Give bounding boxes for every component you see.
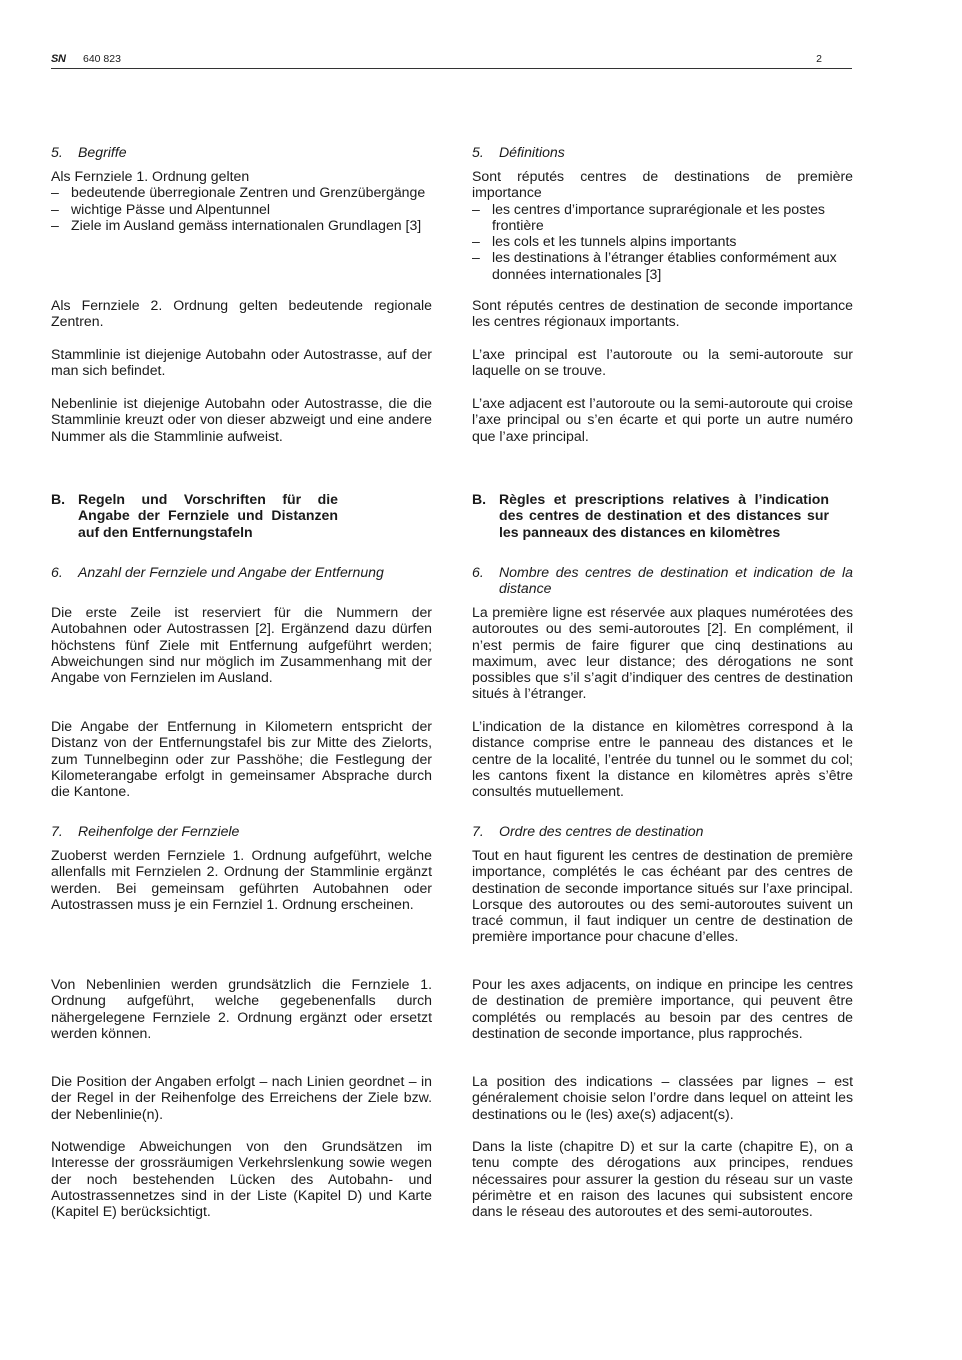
section-6-heading: 6. Anzahl der Fernziele und Angabe der Entfernung	[51, 564, 384, 580]
section-6-paragraph-2: L’indication de la distance en kilomètres correspond à la distance comprise entre le panneau des distances et le centre de la localité, l’entrée du tunnel ou le sommet du col; les cantons fixent la distance en kilomètres après s’être consultés mutuellement.	[472, 718, 853, 800]
list-item: – Ziele im Ausland gemäss internationalen Grundlagen [3]	[51, 217, 432, 233]
nebenlinie-paragraph: L’axe adjacent est l’autoroute ou la semi-autoroute qui croise l’axe principal ou s’en écarte et qui porte un autre numéro que l’axe principal.	[472, 395, 853, 444]
page-header	[51, 50, 852, 69]
section-b-title: Regeln und Vorschriften für die Angabe der Fernziele und Distanzen auf den Entfernungstafeln	[78, 491, 338, 540]
section-5-heading: 5. Définitions	[472, 144, 565, 160]
stammlinie-paragraph: Stammlinie ist diejenige Autobahn oder Autostrasse, auf der man sich befindet.	[51, 346, 432, 379]
section-5-title: Définitions	[499, 144, 565, 160]
section-b-title: Règles et prescriptions relatives à l’indication des centres de destination et des distances sur les panneaux des distances en kilomètres	[499, 491, 829, 540]
section-b-heading: B. Regeln und Vorschriften für die Angabe der Fernziele und Distanzen auf den Entfernungstafeln	[51, 491, 338, 540]
nebenlinie-paragraph: Nebenlinie ist diejenige Autobahn oder Autostrasse, die die Stammlinie kreuzt oder von dieser abzweigt und eine andere Nummer als die Stammlinie aufweist.	[51, 395, 432, 444]
section-6-paragraph-2: Die Angabe der Entfernung in Kilometern entspricht der Distanz von der Entfernungstafel bis zur Mitte des Zielorts, zum Tunnelbeginn oder zur Passhöhe; die Festlegung der Kilometerangabe erfolgt in gemeinsamer Absprache durch die Kantone.	[51, 718, 432, 800]
fernziele-2-paragraph: Sont réputés centres de destination de seconde importance les centres régionaux importants.	[472, 297, 853, 330]
section-6-heading: 6. Nombre des centres de destination et indication de la distance	[472, 564, 853, 597]
section-5-title: Begriffe	[78, 144, 127, 160]
section-b-heading: B. Règles et prescriptions relatives à l’indication des centres de destination et des distances sur les panneaux des distances en kilomètres	[472, 491, 829, 540]
section-7-heading: 7. Ordre des centres de destination	[472, 823, 704, 839]
section-7-paragraph-1: Tout en haut figurent les centres de destination de première importance, complétés le cas échéant par des centres de destination de seconde importance situés sur l’axe principal. Lorsque des autoroutes ou des semi-autoroutes suivent un tracé commun, il faut indiquer un centre de destination de première importance pour chacune d’elles.	[472, 847, 853, 945]
list-item: – les destinations à l’étranger établies conformément aux données internationales [3]	[472, 249, 853, 282]
fernziele-1-block	[51, 168, 432, 233]
section-6-paragraph-1: Die erste Zeile ist reserviert für die Nummern der Autobahnen oder Autostrassen [2]. Ergänzend dazu dürfen höchstens fünf Ziele mit Entfernung aufgeführt werden; Abweichungen sind nur möglich im Zusammenhang mit der Angabe von Fernzielen im Ausland.	[51, 604, 432, 686]
stammlinie-paragraph: L’axe principal est l’autoroute ou la semi-autoroute sur laquelle on se trouve.	[472, 346, 853, 379]
fernziele-1-intro: Als Fernziele 1. Ordnung gelten	[51, 168, 250, 184]
list-item: – les cols et les tunnels alpins importants	[472, 233, 853, 249]
list-item: – wichtige Pässe und Alpentunnel	[51, 201, 432, 217]
section-7-heading: 7. Reihenfolge der Fernziele	[51, 823, 240, 839]
sn-logo: SN	[51, 53, 66, 65]
section-7-title: Reihenfolge der Fernziele	[78, 823, 240, 839]
section-7-paragraph-4: Notwendige Abweichungen von den Grundsätzen im Interesse der grossräumigen Verkehrslenkung sowie wegen der noch bestehenden Lücken des Autobahn- und Autostrassennetzes sind in der Liste (Kapitel D) und Karte (Kapitel E) berücksichtigt.	[51, 1138, 432, 1220]
section-6-title: Nombre des centres de destination et indication de la distance	[499, 564, 853, 597]
section-5-heading: 5. Begriffe	[51, 144, 127, 160]
fernziele-1-list	[472, 201, 853, 282]
section-7-paragraph-4: Dans la liste (chapitre D) et sur la carte (chapitre E), on a tenu compte des dérogations aux principes, rendues nécessaires pour assurer la gestion du réseau sur un vaste périmètre et en raison des lacunes qui subsistent encore dans le réseau des autoroutes et des semi-autoroutes.	[472, 1138, 853, 1220]
fernziele-1-intro: Sont réputés centres de destinations de première importance	[472, 168, 853, 201]
section-7-paragraph-3: Die Position der Angaben erfolgt – nach Linien geordnet – in der Regel in der Reihenfolge des Erreichens der Ziele bzw. der Nebenlinie(n).	[51, 1073, 432, 1122]
fernziele-1-block	[472, 168, 853, 282]
section-7-paragraph-2: Pour les axes adjacents, on indique en principe les centres de destination de première importance, qui peuvent être complétés ou remplacés au besoin par des centres de destination de seconde importance, plus rapprochés.	[472, 976, 853, 1041]
section-7-paragraph-2: Von Nebenlinien werden grundsätzlich die Fernziele 1. Ordnung aufgeführt, welche gegebenenfalls durch nähergelegene Fernziele 2. Ordnung ergänzt oder ersetzt werden können.	[51, 976, 432, 1041]
list-item: – les centres d’importance suprarégionale et les postes frontière	[472, 201, 853, 234]
section-6-paragraph-1: La première ligne est réservée aux plaques numérotées des autoroutes ou des semi-autoroutes [2]. En complément, il n’est permis de faire figurer que cinq destinations au maximum, avec leur distance; des dérogations ne sont possibles que s’il s’agit d’indiquer des centres de destination situés à l’étranger.	[472, 604, 853, 702]
section-7-paragraph-1: Zuoberst werden Fernziele 1. Ordnung aufgeführt, welche allenfalls mit Fernzielen 2. Ordnung der Stammlinie ergänzt werden. Bei gemeinsam geführten Autobahnen oder Autostrassen muss je ein Fernziel 1. Ordnung erscheinen.	[51, 847, 432, 912]
section-6-title: Anzahl der Fernziele und Angabe der Entfernung	[78, 564, 384, 580]
list-item: – bedeutende überregionale Zentren und Grenzübergänge	[51, 184, 432, 200]
fernziele-2-paragraph: Als Fernziele 2. Ordnung gelten bedeutende regionale Zentren.	[51, 297, 432, 330]
page-number: 2	[816, 53, 822, 65]
document-number: 640 823	[83, 53, 121, 65]
section-7-paragraph-3: La position des indications – classées par lignes – est généralement choisie selon l’ordre dans lequel on atteint les destinations ou le (les) axe(s) adjacent(s).	[472, 1073, 853, 1122]
section-7-title: Ordre des centres de destination	[499, 823, 704, 839]
fernziele-1-list	[51, 184, 432, 233]
